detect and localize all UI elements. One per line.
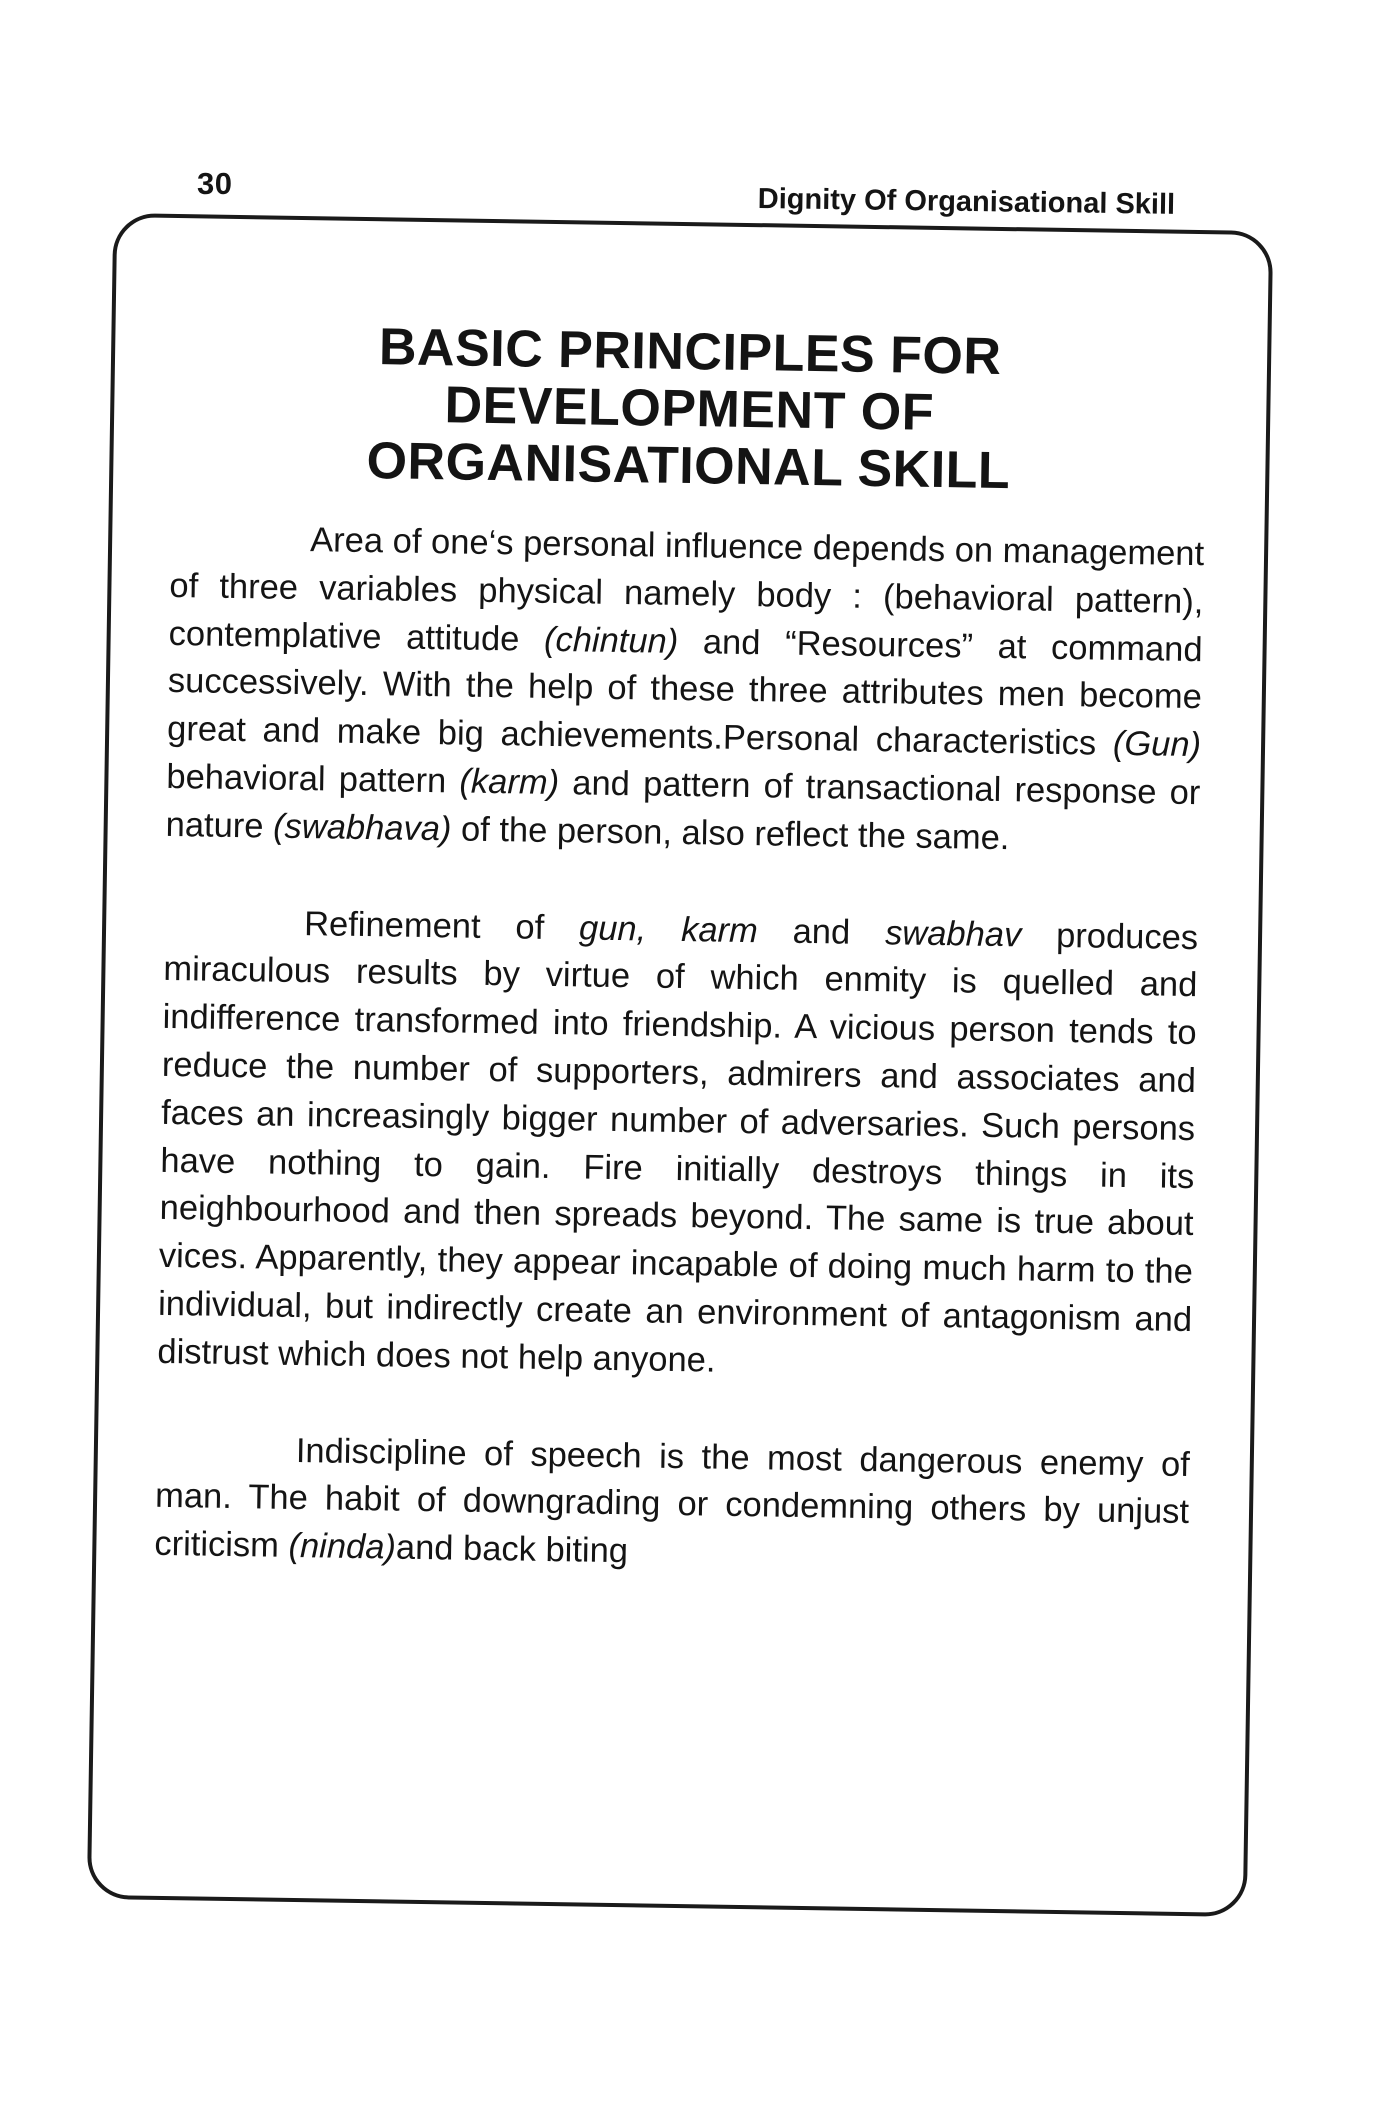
text-run: and pattern of transactional response or nature: [165, 764, 1201, 846]
chapter-title-line: ORGANISATIONAL SKILL: [366, 432, 1011, 501]
body-paragraph: [157, 898, 1198, 1392]
body-paragraph: [154, 1425, 1190, 1585]
text-run: behavioral pattern: [166, 757, 460, 801]
text-run: Indiscipline of speech is the most dangerous enemy of man. The habit of downgrading or condemning others by unjust criticism: [154, 1431, 1191, 1566]
italic-term: (chintun): [543, 620, 679, 661]
chapter-title-line: BASIC PRINCIPLES FOR: [378, 318, 1002, 386]
text-run: Refinement of: [303, 904, 580, 947]
italic-term: (Gun): [1112, 724, 1202, 765]
italic-term: gun, karm: [578, 908, 759, 950]
chapter-title: [171, 316, 1208, 503]
content-frame: [87, 213, 1273, 1917]
paragraph-indent: [170, 549, 310, 551]
paragraph-indent: [164, 932, 304, 934]
body-paragraph: [165, 515, 1204, 866]
italic-term: (swabhava): [272, 807, 452, 849]
text-run: of the person, also reflect the same.: [451, 810, 1010, 857]
chapter-title-line: DEVELOPMENT OF: [444, 376, 935, 442]
paragraph-indent: [156, 1459, 296, 1461]
text-run: and: [757, 911, 886, 952]
content-body: [153, 316, 1207, 1634]
running-title: Dignity Of Organisational Skill: [757, 183, 1176, 221]
text-run: Area of one‘s personal influence depends on management of three variables physical namely body : (behavioral pattern), contemplative attitude: [168, 521, 1205, 659]
italic-term: swabhav: [884, 913, 1022, 954]
italic-term: (ninda): [288, 1527, 397, 1567]
text-run: and back biting: [395, 1528, 629, 1571]
page-number: 30: [197, 166, 233, 201]
text-run: and “Resources” at command successively. With the help of these three attributes men become great and make big achievements.Personal characteristics: [166, 622, 1203, 763]
italic-term: (karm): [459, 762, 560, 803]
text-run: produces miraculous results by virtue of which enmity is quelled and indifference transformed into friendship. A vicious person tends to reduce the number of supporters, admirers and associates and faces an increasingly bigger number of adversaries. Such persons have nothing to gain. Fire initially destroys things in its neighbourhood and then spreads beyond. The same is true about vices. Apparently, they appear incapable of doing much harm to the individual, but indirectly create an environment of antagonism and distrust which does not help anyone.: [157, 915, 1199, 1380]
